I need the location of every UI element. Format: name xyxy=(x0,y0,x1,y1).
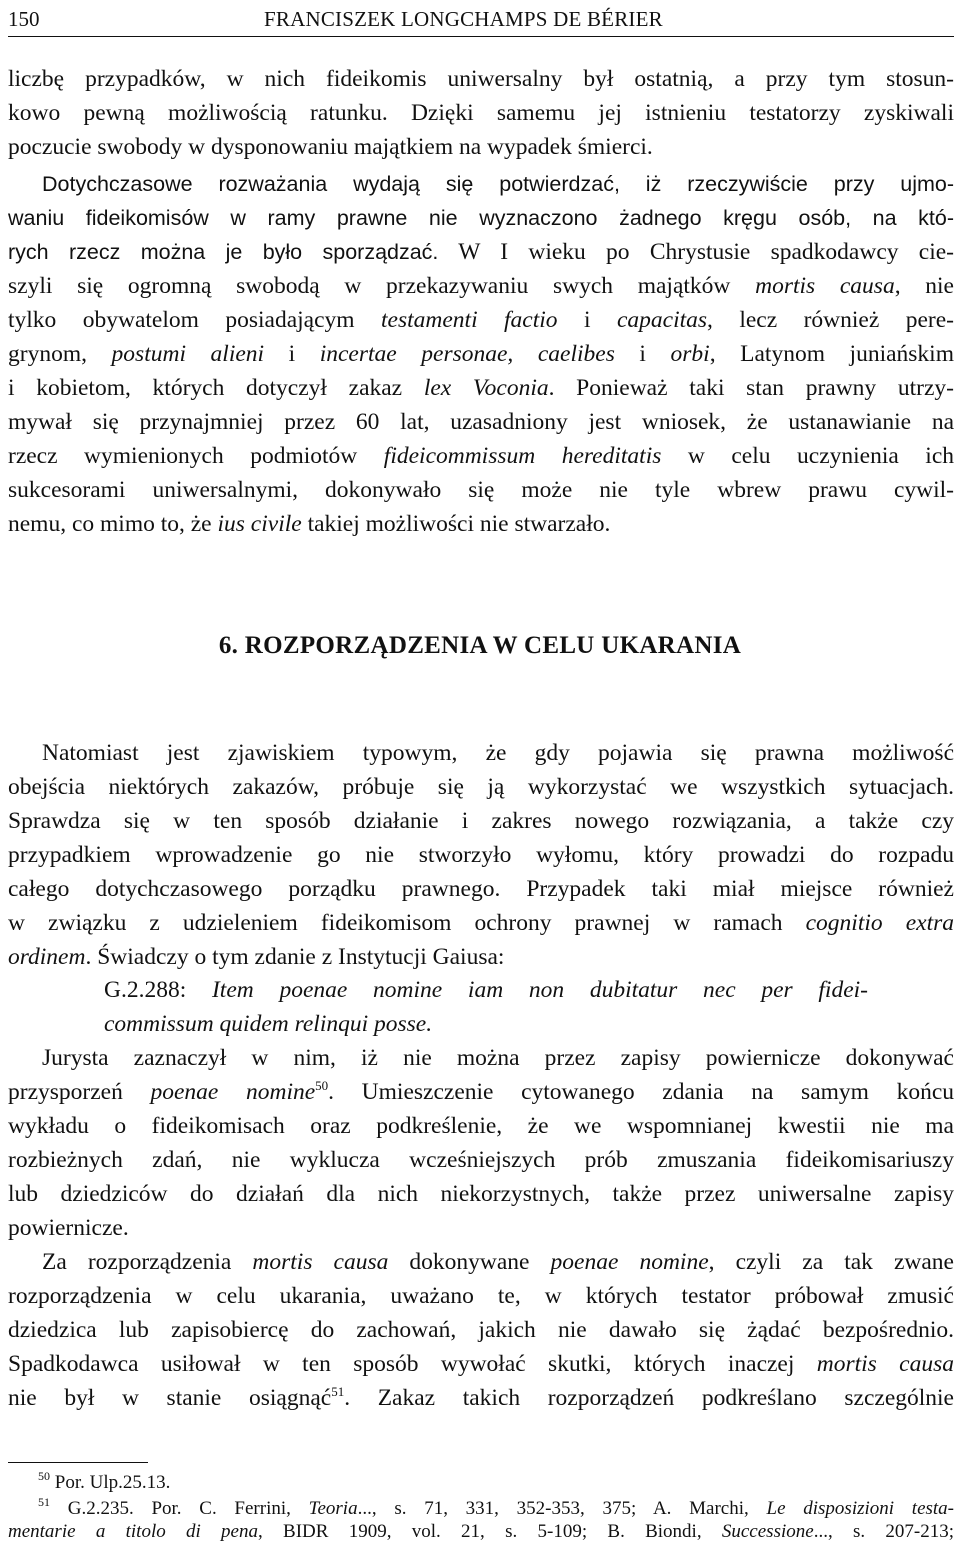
text-line: ordinem. Świadczy o tym zdanie z Instytucji Gaiusa: xyxy=(8,944,505,970)
text-line: powiernicze. xyxy=(8,1215,129,1241)
text-line: rozbieżnych zdań, nie wyklucza wcześniejszych prób zmuszania fideikomisariuszy xyxy=(8,1147,954,1173)
running-head xyxy=(8,4,954,34)
text-line: dziedzica lub zapisobiercę do zachowań, jakich nie dawało się żądać bezpośrednio. xyxy=(8,1317,954,1343)
text-line: całego dotychczasowego porządku prawnego. Przypadek taki miał miejsce również xyxy=(8,876,954,902)
text-line: waniu fideikomisów w ramy prawne nie wyznaczono żadnego kręgu osób, na któ- xyxy=(8,206,954,230)
footnote-ref-51: 51 xyxy=(331,1384,345,1399)
text-line: obejścia niektórych zakazów, próbuje się ją wykorzystać we wszystkich sytuacjach. xyxy=(8,774,954,800)
footnote-rule xyxy=(8,1462,148,1463)
text-line: Natomiast jest zjawiskiem typowym, że gdy pojawia się prawna możliwość xyxy=(42,740,954,766)
text-line: rzecz wymienionych podmiotów fideicommissum hereditatis w celu uczynienia ich xyxy=(8,443,955,469)
text-line: nie był w stanie osiągnąć$^{51}$. Zakaz takich rozporządzeń podkreślano szczególnie xyxy=(8,1384,954,1411)
text-line: nemu, co mimo to, że ius civile takiej możliwości nie stwarzało. xyxy=(8,511,611,537)
text-line: rozporządzenia w celu ukarania, uważano te, w których testator próbował zmusić xyxy=(8,1283,954,1309)
text-line: wykładu o fideikomisach oraz podkreślenie, że we wspomnianej kwestii nie ma xyxy=(8,1113,954,1139)
text-line: Za rozporządzenia mortis causa dokonywane poenae nomine, czyli za tak zwane xyxy=(42,1249,954,1275)
footnote-51-continued: mentarie a titolo di pena, BIDR 1909, vol. 21, s. 5-109; B. Biondi, Successione..., s. 207-213; xyxy=(8,1521,955,1542)
text-line: Dotychczasowe rozważania wydają się potwierdzać, iż rzeczywiście przy ujmo- xyxy=(42,172,954,196)
running-title: FRANCISZEK LONGCHAMPS DE BÉRIER xyxy=(264,7,663,31)
text-line: lub dziedziców do działań dla nich niekorzystnych, także przez uniwersalne zapisy xyxy=(8,1181,954,1207)
text-line: grynom, postumi alieni i incertae personae, caelibes i orbi, Latynom juniańskim xyxy=(8,341,954,367)
footnote-50: $^{50}$ Por. Ulp.25.13. xyxy=(38,1469,171,1493)
quote-line: commissum quidem relinqui posse. xyxy=(104,1011,433,1037)
text-line: liczbę przypadków, w nich fideikomis uniwersalny był ostatnią, a przy tym stosun- xyxy=(8,66,954,92)
footnote-51: $^{51}$ G.2.235. Por. C. Ferrini, Teoria..., s. 71, 331, 352-353, 375; A. Marchi, Le disposizioni testa- xyxy=(38,1495,954,1519)
text-line: przysporzeń poenae nomine$^{50}$. Umieszczenie cytowanego zdania na samym końcu xyxy=(8,1078,954,1105)
text-line: szyli się ogromną swobodą w przekazywaniu swych majątków mortis causa, nie xyxy=(8,273,954,299)
header-rule xyxy=(8,36,954,37)
text-line: przypadkiem wprowadzenie go nie stworzyło wyłomu, który prowadzi do rozpadu xyxy=(8,842,954,868)
text-line: w związku z udzieleniem fideikomisom ochrony prawnej w ramach cognitio extra xyxy=(8,910,954,936)
quote-line: G.2.288: Item poenae nomine iam non dubitatur nec per fidei- xyxy=(104,977,869,1003)
text-line: Spadkodawca usiłował w ten sposób wywołać skutki, których inaczej mortis causa xyxy=(8,1351,954,1377)
text-line: tylko obywatelom posiadającym testamenti factio i capacitas, lecz również pere- xyxy=(8,307,954,333)
text-line: poczucie swobody w dysponowaniu majątkiem na wypadek śmierci. xyxy=(8,134,653,160)
text-line: mywał się przynajmniej przez 60 lat, uzasadniony jest wniosek, że ustanawianie na xyxy=(8,409,954,435)
text-line: Sprawdza się w ten sposób działanie i zakres nowego rozwiązania, a także czy xyxy=(8,808,954,834)
text-line: sukcesorami uniwersalnymi, dokonywało się może nie tyle wbrew prawu cywil- xyxy=(8,477,954,503)
text-line: rych rzecz można je było sporządzać. W I wieku po Chrystusie spadkodawcy cie- xyxy=(8,239,954,265)
page-number: 150 xyxy=(8,7,40,31)
section-heading: 6. ROZPORZĄDZENIA W CELU UKARANIA xyxy=(218,632,742,659)
text-line: kowo pewną możliwością ratunku. Dzięki samemu jej istnieniu testatorzy zyskiwali xyxy=(8,100,954,126)
text-line: Jurysta zaznaczył w nim, iż nie można przez zapisy powiernicze dokonywać xyxy=(42,1045,954,1071)
footnote-ref-50: 50 xyxy=(315,1078,329,1093)
text-line: i kobietom, których dotyczył zakaz lex Voconia. Ponieważ taki stan prawny utrzy- xyxy=(8,375,954,401)
